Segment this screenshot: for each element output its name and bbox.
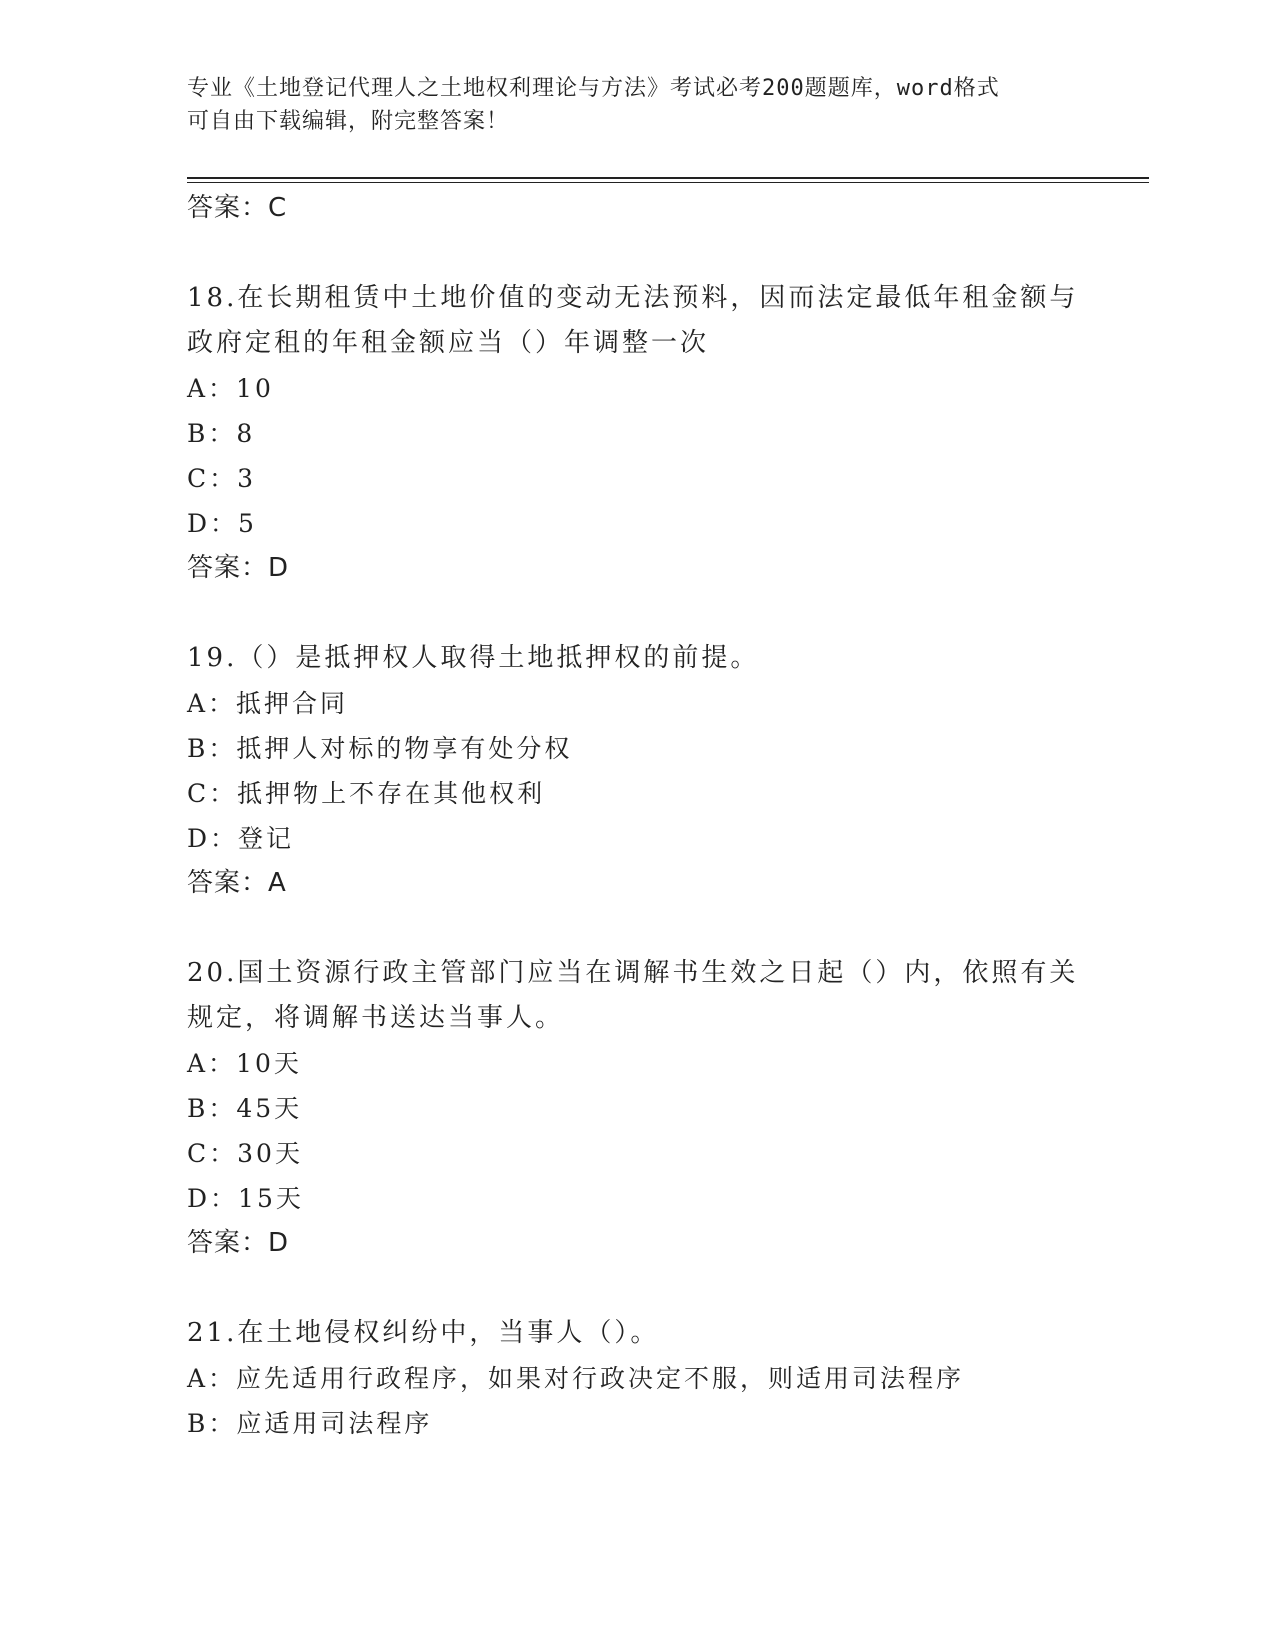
header-line-2: 可自由下载编辑，附完整答案！	[187, 109, 510, 134]
question-text: 20.国土资源行政主管部门应当在调解书生效之日起（）内，依照有关	[187, 958, 1079, 988]
option-d: D：5	[187, 509, 257, 538]
question-text: 规定，将调解书送达当事人。	[187, 1003, 565, 1033]
option-d: D：15天	[187, 1184, 304, 1213]
question-text: 18.在长期租赁中土地价值的变动无法预料，因而法定最低年租金额与	[187, 283, 1079, 313]
option-c: C：抵押物上不存在其他权利	[187, 779, 546, 808]
option-c: C：30天	[187, 1139, 303, 1168]
option-a: A：10天	[187, 1049, 302, 1078]
option-b: B：抵押人对标的物享有处分权	[187, 734, 573, 763]
option-b: B：8	[187, 419, 256, 448]
question-18	[187, 276, 1087, 591]
header-line-1: 专业《土地登记代理人之土地权利理论与方法》考试必考200题题库，word格式	[187, 76, 1000, 101]
question-text: 19.（）是抵押权人取得土地抵押权的前提。	[187, 643, 760, 673]
option-c: C：3	[187, 464, 257, 493]
question-21	[187, 1311, 1087, 1446]
header-divider-thick	[187, 177, 1149, 179]
question-19	[187, 636, 1087, 906]
option-a: A：应先适用行政程序，如果对行政决定不服，则适用司法程序	[187, 1364, 965, 1393]
question-text: 21.在土地侵权纠纷中，当事人（）。	[187, 1318, 660, 1348]
header-divider-thin	[187, 182, 1149, 183]
answer-line: 答案：D	[187, 1228, 290, 1258]
question-20	[187, 951, 1087, 1266]
option-a: A：抵押合同	[187, 689, 349, 718]
answer-line: 答案：C	[187, 193, 288, 223]
answer-line: 答案：D	[187, 553, 290, 583]
option-b: B：应适用司法程序	[187, 1409, 433, 1438]
option-a: A：10	[187, 374, 274, 403]
option-b: B：45天	[187, 1094, 303, 1123]
answer-line: 答案：A	[187, 868, 287, 898]
document-header	[187, 72, 1087, 138]
option-d: D：登记	[187, 824, 295, 853]
document-body	[187, 186, 1087, 1446]
question-text: 政府定租的年租金额应当（）年调整一次	[187, 328, 710, 358]
